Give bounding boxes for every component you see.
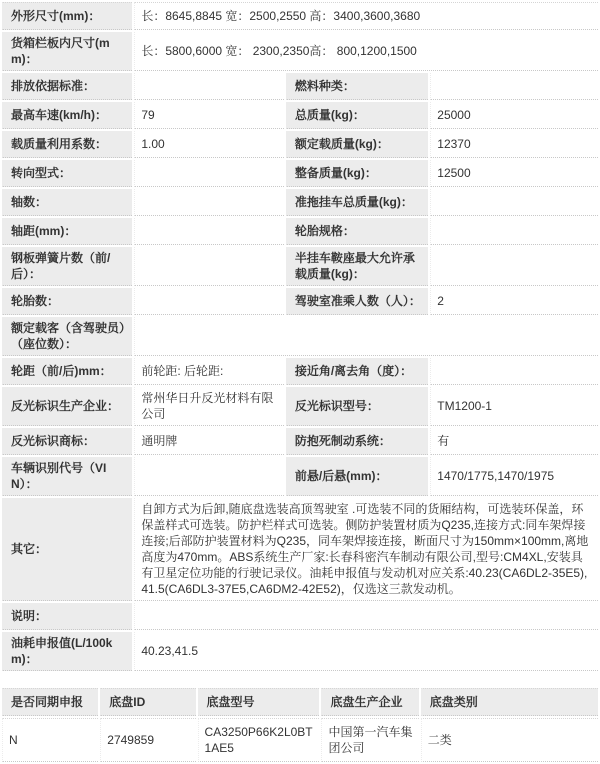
spec-label: 油耗申报值(L/100km)：: [2, 632, 132, 671]
spec-label: 轴距(mm)：: [2, 218, 132, 245]
spec-row: [2, 603, 598, 630]
spec-row: [2, 317, 598, 356]
spec-value: 79: [134, 102, 284, 129]
spec-value: [430, 247, 598, 286]
chassis-header-cell: 是否同期申报: [2, 688, 98, 716]
spec-label: 驾驶室准乘人数（人）：: [286, 288, 428, 315]
spec-row: [2, 428, 598, 455]
spec-value: 25000: [430, 102, 598, 129]
spec-label: 货箱栏板内尺寸(mm)：: [2, 32, 132, 71]
spec-value: 自卸方式为后卸,随底盘选装高顶驾驶室 .可选装不同的货厢结构，可选装环保盖，环保盖样式可选装。防护栏样式可选装。侧防护装置材质为Q235,连接方式:同车架焊接连接;后部防护装置材料为Q235，同车架焊接连接，断面尺寸为150mm×100mm,离地高度为470mm。ABS系统生产厂家:长春科密汽车制动有限公司,型号:CM4XL,安装具有卫星定位功能的行驶记录仪。油耗申报值与发动机对应关系:40.23(CA6DL2-35E5),41.5(CA6DL3-37E5,CA6DM2-42E52)，仅选这三款发动机。: [134, 498, 598, 601]
chassis-row: [2, 718, 598, 762]
spec-label: 其它：: [2, 498, 132, 601]
spec-value: [134, 288, 284, 315]
spec-value: [430, 73, 598, 100]
chassis-cell: 二类: [421, 718, 598, 762]
spec-label: 排放依据标准：: [2, 73, 132, 100]
spec-table-body: [2, 2, 598, 671]
spec-label: 前悬/后悬(mm)：: [286, 457, 428, 496]
spec-label: 额定载客（含驾驶员）（座位数）：: [2, 317, 132, 356]
spec-label: 反光标识商标：: [2, 428, 132, 455]
spec-label: 额定载质量(kg)：: [286, 131, 428, 158]
chassis-cell: 中国第一汽车集团公司: [321, 718, 418, 762]
chassis-header-cell: 底盘ID: [100, 688, 195, 716]
spec-label: 半挂车鞍座最大允许承载质量(kg)：: [286, 247, 428, 286]
spec-label: 最高车速(km/h)：: [2, 102, 132, 129]
spec-label: 钢板弹簧片数（前/后）：: [2, 247, 132, 286]
spec-label: 外形尺寸(mm)：: [2, 2, 132, 30]
spec-value: [134, 603, 598, 630]
spec-row: [2, 632, 598, 671]
chassis-cell: 2749859: [100, 718, 195, 762]
spec-row: [2, 102, 598, 129]
spec-row: [2, 32, 598, 71]
spec-value: 长：5800,6000 宽： 2300,2350高： 800,1200,1500: [134, 32, 598, 71]
spec-value: 2: [430, 288, 598, 315]
chassis-cell: N: [2, 718, 98, 762]
spec-value: 40.23,41.5: [134, 632, 598, 671]
spec-row: [2, 387, 598, 426]
spec-value: 前轮距: 后轮距:: [134, 358, 284, 385]
spec-label: 转向型式：: [2, 160, 132, 187]
spec-value: 12370: [430, 131, 598, 158]
spec-value: 有: [430, 428, 598, 455]
spec-label: 防抱死制动系统：: [286, 428, 428, 455]
chassis-table: [0, 686, 600, 764]
spec-label: 总质量(kg)：: [286, 102, 428, 129]
spec-label: 反光标识生产企业：: [2, 387, 132, 426]
spec-label: 燃料种类：: [286, 73, 428, 100]
spec-row: [2, 358, 598, 385]
spec-value: 常州华日升反光材料有限公司: [134, 387, 284, 426]
spec-label: 轮距（前/后)mm：: [2, 358, 132, 385]
chassis-header-row: [2, 688, 598, 716]
spec-label: 载质量利用系数：: [2, 131, 132, 158]
spec-value: [134, 189, 284, 216]
spec-label: 车辆识别代号（VIN）：: [2, 457, 132, 496]
spec-value: [134, 457, 284, 496]
chassis-header-cell: 底盘生产企业: [321, 688, 418, 716]
spec-value: [134, 218, 284, 245]
spec-label: 准拖挂车总质量(kg)：: [286, 189, 428, 216]
spec-label: 轮胎规格：: [286, 218, 428, 245]
chassis-header-cell: 底盘类别: [421, 688, 598, 716]
spec-row: [2, 73, 598, 100]
spec-value: 1470/1775,1470/1975: [430, 457, 598, 496]
spec-label: 接近角/离去角（度）：: [286, 358, 428, 385]
spec-value: [430, 218, 598, 245]
spec-row: [2, 498, 598, 601]
spec-value: [430, 358, 598, 385]
spec-row: [2, 218, 598, 245]
chassis-header-cell: 底盘型号: [198, 688, 320, 716]
spec-value: 长：8645,8845 宽：2500,2550 高：3400,3600,3680: [134, 2, 598, 30]
spec-row: [2, 160, 598, 187]
spec-row: [2, 131, 598, 158]
chassis-cell: CA3250P66K2L0BT1AE5: [198, 718, 320, 762]
spec-value: [134, 247, 284, 286]
spec-label: 轮胎数：: [2, 288, 132, 315]
spec-label: 轴数：: [2, 189, 132, 216]
spec-value: [134, 160, 284, 187]
spec-value: [134, 317, 598, 356]
spec-row: [2, 247, 598, 286]
spec-label: 反光标识型号：: [286, 387, 428, 426]
chassis-table-body: [2, 718, 598, 762]
spec-row: [2, 457, 598, 496]
spec-value: 1.00: [134, 131, 284, 158]
spec-row: [2, 189, 598, 216]
spec-value: 12500: [430, 160, 598, 187]
spec-row: [2, 288, 598, 315]
spec-label: 说明：: [2, 603, 132, 630]
spec-value: [134, 73, 284, 100]
spec-value: 通明牌: [134, 428, 284, 455]
spec-label: 整备质量(kg)：: [286, 160, 428, 187]
spec-value: [430, 189, 598, 216]
spec-value: TM1200-1: [430, 387, 598, 426]
spec-row: [2, 2, 598, 30]
